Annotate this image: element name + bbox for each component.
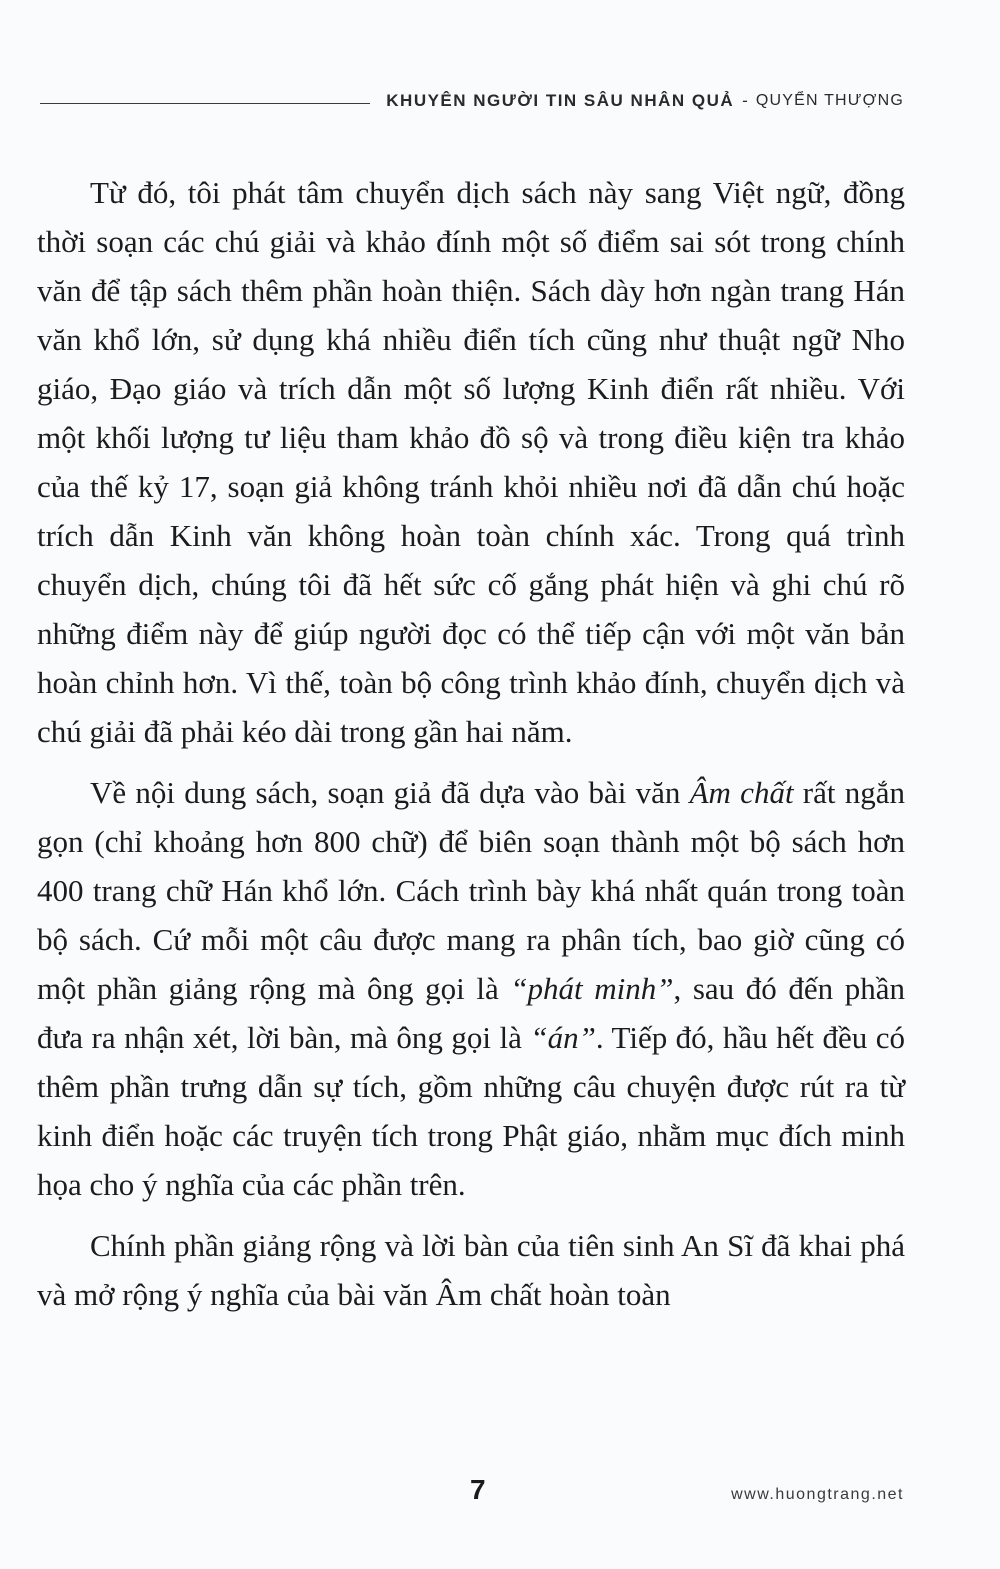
paragraph-2 <box>37 768 905 1209</box>
running-header <box>40 88 904 114</box>
page-footer <box>0 1474 1000 1514</box>
paragraph-2-text-4: . Tiếp đó, hầu hết đều có thêm phần trưng dẫn sự tích, gồm những câu chuyện được rút ra từ kinh điển hoặc các truyện tích trong Phật giáo, nhằm mục đích minh họa cho ý nghĩa của các phần trên. <box>37 1020 906 1202</box>
paragraph-1: Từ đó, tôi phát tâm chuyển dịch sách này sang Việt ngữ, đồng thời soạn các chú giải và khảo đính một số điểm sai sót trong chính văn để tập sách thêm phần hoàn thiện. Sách dày hơn ngàn trang Hán văn khổ lớn, sử dụng khá nhiều điển tích cũng như thuật ngữ Nho giáo, Đạo giáo và trích dẫn một số lượng Kinh điển rất nhiều. Với một khối lượng tư liệu tham khảo đồ sộ và trong điều kiện tra khảo của thế kỷ 17, soạn giả không tránh khỏi nhiều nơi đã dẫn chú hoặc trích dẫn Kinh văn không hoàn toàn chính xác. Trong quá trình chuyển dịch, chúng tôi đã hết sức cố gắng phát hiện và ghi chú rõ những điểm này để giúp người đọc có thể tiếp cận với một văn bản hoàn chỉnh hơn. Vì thế, toàn bộ công trình khảo đính, chuyển dịch và chú giải đã phải kéo dài trong gần hai năm. <box>37 175 905 749</box>
paragraph-2-text-2: rất ngắn gọn (chỉ khoảng hơn 800 chữ) để biên soạn thành một bộ sách hơn 400 trang chữ Hán khổ lớn. Cách trình bày khá nhất quán trong toàn bộ sách. Cứ mỗi một câu được mang ra phân tích, bao giờ cũng có một phần giảng rộng mà ông gọi là <box>37 775 905 1006</box>
page-number: 7 <box>470 1474 486 1505</box>
volume-title: QUYỂN THƯỢNG <box>755 92 904 109</box>
paragraph-2-text-1: Về nội dung sách, soạn giả đã dựa vào bài văn <box>90 775 690 810</box>
book-title: KHUYÊN NGƯỜI TIN SÂU NHÂN QUẢ <box>386 91 735 110</box>
italic-term-phat-minh: “phát minh” <box>510 971 674 1006</box>
header-rule <box>40 103 370 104</box>
italic-term-an: “án” <box>530 1020 596 1055</box>
paragraph-3: Chính phần giảng rộng và lời bàn của tiên sinh An Sĩ đã khai phá và mở rộng ý nghĩa của bài văn Âm chất hoàn toàn <box>37 1228 905 1312</box>
header-separator: - <box>742 91 748 110</box>
italic-term-am-chat: Âm chất <box>689 775 794 810</box>
paragraph-2-text-3: , sau đó đến phần đưa ra nhận xét, lời bàn, mà ông gọi là <box>37 971 905 1055</box>
page-body <box>37 168 905 1319</box>
website-url: www.huongtrang.net <box>731 1486 904 1503</box>
